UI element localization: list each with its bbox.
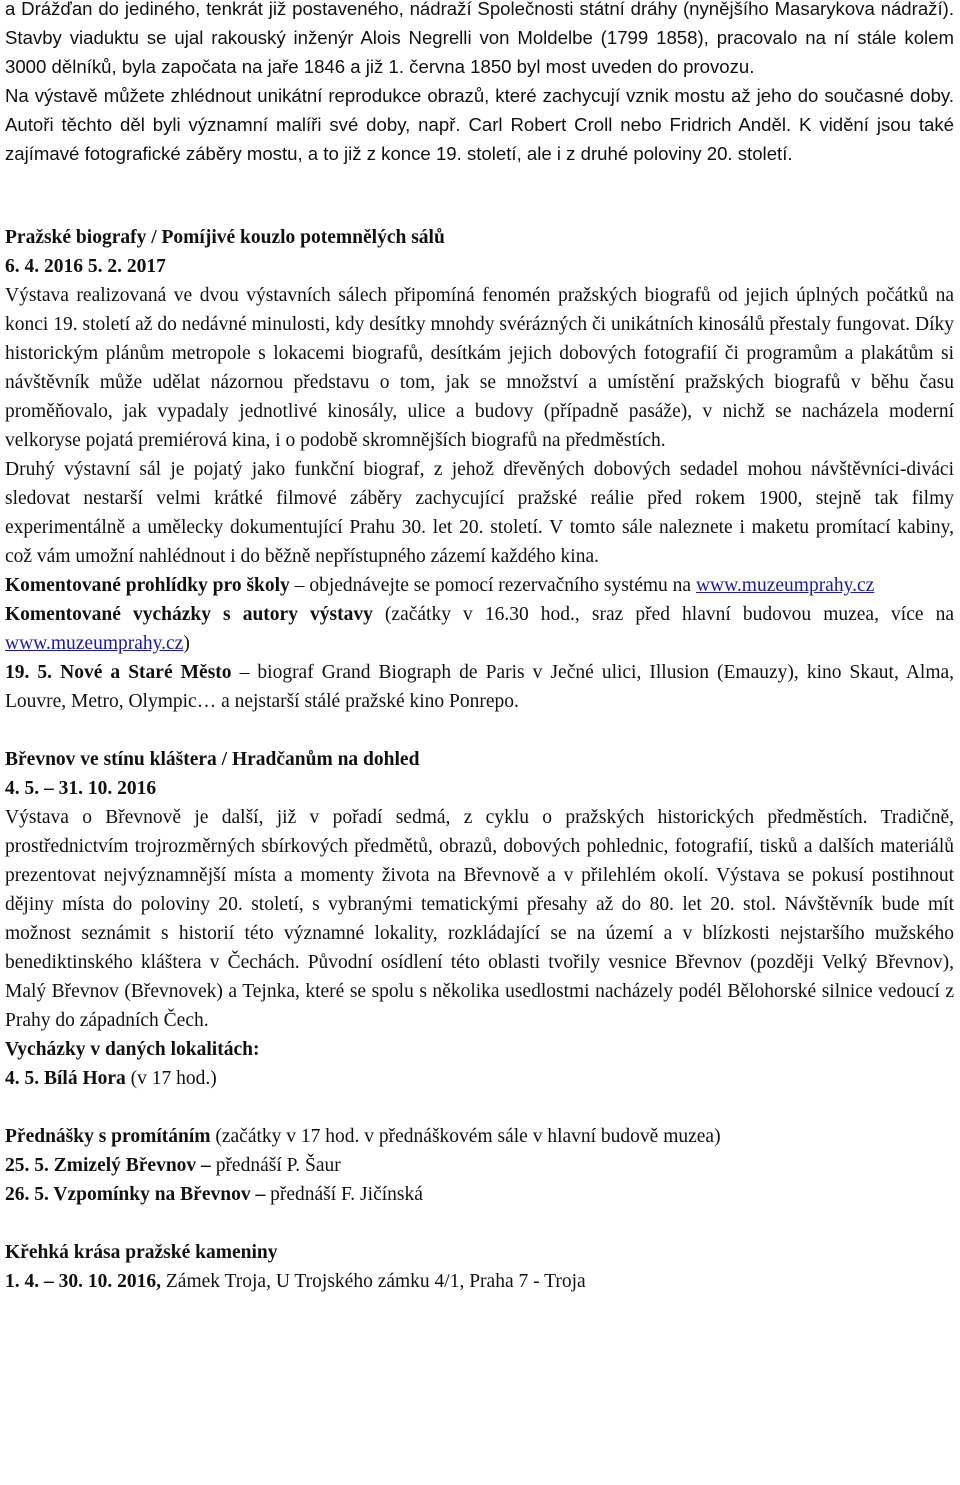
guided-walks-label: Komentované vycházky s autory výstavy [5,604,373,625]
lecture-title: 25. 5. Zmizelý Břevnov – [5,1155,216,1176]
section-dates: 1. 4. – 30. 10. 2016, [5,1271,161,1292]
lecture-entry [5,1180,954,1209]
walk-title: Bílá Hora [44,1068,126,1089]
lectures-text: (začátky v 17 hod. v přednáškovém sále v hlavní budově muzea) [210,1126,721,1147]
closing-paren: ) [183,633,190,654]
intro-section [5,0,954,168]
lecture-title: 26. 5. Vzpomínky na Břevnov – [5,1184,271,1205]
lecture-entry [5,1151,954,1180]
section-title: Pražské biografy / Pomíjivé kouzlo potemnělých sálů [5,227,445,248]
lectures-label: Přednášky s promítáním [5,1126,211,1147]
walk-title: Nové a Staré Město [60,662,232,683]
walk-date: 4. 5. [5,1068,44,1089]
walk-description: – biograf Grand Biograph de Paris v Ječné ulici, Illusion (Emauzy), kino Skaut, Alma, Louvre, Metro, Olympic… a nejstarší stálé pražské kino Ponrepo. [5,662,955,712]
lectures-paragraph [5,1122,954,1151]
walks-heading: Vycházky v daných lokalitách: [5,1039,260,1060]
walk-entry [5,658,954,716]
kameniny-dates-line [5,1267,954,1296]
lecture-speaker: přednáší P. Šaur [215,1155,341,1176]
school-tours-label: Komentované prohlídky pro školy [5,575,290,596]
walk-entry [5,1064,954,1093]
museum-link[interactable]: www.muzeumprahy.cz [695,575,875,596]
section-title: Břevnov ve stínu kláštera / Hradčanům na dohled [5,749,420,770]
brevnov-section [5,745,954,1209]
section-dates: 4. 5. – 31. 10. 2016 [5,778,157,799]
intro-paragraph-1: a Drážďan do jediného, tenkrát již postaveného, nádraží Společnosti státní dráhy (nynějšího Masarykova nádraží). Stavby viaduktu se ujal rakouský inženýr Alois Negrelli von Moldelbe (1799 1858), pracovalo na ní stále kolem 3000 dělníků, byla započata na jaře 1846 a již 1. června 1850 byl most uveden do provozu. [5,0,954,77]
walk-date: 19. 5. [5,662,61,683]
intro-paragraph-2: Na výstavě můžete zhlédnout unikátní reprodukce obrazů, které zachycují vznik mostu až jeho do současné doby. Autoři těchto děl byli významní malíři své doby, např. Carl Robert Croll nebo Fridrich Anděl. K vidění jsou také zajímavé fotografické záběry mostu, a to již z konce 19. století, ale i z druhé poloviny 20. století. [5,85,954,164]
guided-walks-paragraph [5,600,954,658]
school-tours-text: – objednávejte se pomocí rezervačního systému na [289,575,696,596]
guided-walks-text: (začátky v 16.30 hod., sraz před hlavní budovou muzea, více na [372,604,954,625]
school-tours-paragraph [5,571,954,600]
lecture-speaker: přednáší F. Jičínská [270,1184,423,1205]
section-place: Zámek Troja, U Trojského zámku 4/1, Praha 7 - Troja [161,1271,586,1292]
biografy-paragraph-1: Výstava realizovaná ve dvou výstavních sálech připomíná fenomén pražských biografů od jejich úplných počátků na konci 19. století až do nedávné minulosti, kdy desítky mnohdy svérázných či unikátních kinosálů přestaly fungovat. Díky historickým plánům metropole s lokacemi biografů, desítkám jejich dobových fotografií či programům a plakátům si návštěvník může udělat názornou představu o tom, jak se množství a umístění pražských biografů v běhu času proměňovalo, jak vypadaly jednotlivé kinosály, ulice a budovy (případně pasáže), v nichž se nacházela moderní velkoryse pojatá premiérová kina, i o podobě skromnějších biografů na předměstích. [5,285,954,451]
kameniny-section [5,1238,954,1296]
walk-time: (v 17 hod.) [125,1068,217,1089]
section-title: Křehká krása pražské kameniny [5,1242,278,1263]
section-dates: 6. 4. 2016 5. 2. 2017 [5,256,166,277]
biografy-paragraph-2: Druhý výstavní sál je pojatý jako funkční biograf, z jehož dřevěných dobových sedadel mohou návštěvníci-diváci sledovat nestarší velmi krátké filmové záběry zachycující pražské reálie před rokem 1900, stejně tak filmy experimentálně a umělecky dokumentující Prahu 30. let 20. století. V tomto sále naleznete i maketu promítací kabiny, což vám umožní nahlédnout i do běžně nepřístupného zázemí každého kina. [5,459,954,567]
brevnov-paragraph-1: Výstava o Břevnově je další, již v pořadí sedmá, z cyklu o pražských historických předměstích. Tradičně, prostřednictvím trojrozměrných sbírkových předmětů, obrazů, dobových pohlednic, fotografií, tisků a dalších materiálů prezentovat nejvýznamnější místa a momenty života na Břevnově a v přilehlém okolí. Výstava se pokusí postihnout dějiny místa do poloviny 20. století, s vybranými tematickými přesahy až do 80. let 20. stol. Návštěvník bude mít možnost seznámit s historií této významné lokality, rozkládající se na území a v blízkosti nejstaršího mužského benediktinského kláštera v Čechách. Původní osídlení této oblasti tvořily vesnice Břevnov (později Velký Břevnov), Malý Břevnov (Břevnovek) a Tejnka, které se spolu s několika usedlostmi nacházely podél Bělohorské silnice vedoucí z Prahy do západních Čech. [5,807,954,1031]
biografy-section [5,223,954,716]
museum-link[interactable]: www.muzeumprahy.cz [5,633,184,654]
